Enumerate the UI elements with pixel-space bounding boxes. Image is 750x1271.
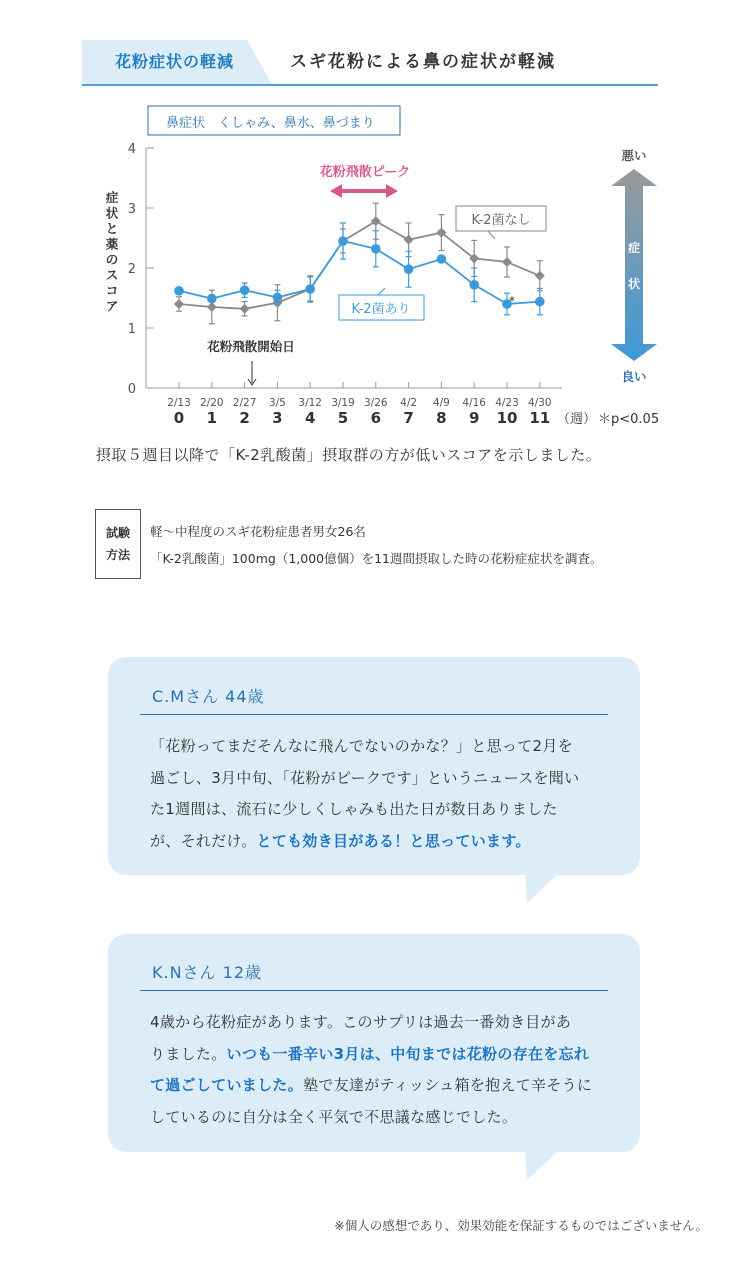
x-tick-date: 4/16 — [462, 397, 486, 409]
data-point — [240, 304, 250, 314]
x-tick-week: 3 — [272, 409, 283, 427]
testimonial-text-2 — [150, 1007, 605, 1133]
y-axis-label-char: 薬 — [105, 236, 119, 252]
data-point — [174, 299, 184, 309]
testimonial-1-line-3: た1週間は、流石に少しくしゃみも出た日が数日ありました — [150, 800, 558, 818]
y-tick-label: 3 — [127, 202, 136, 217]
y-tick-label: 1 — [127, 322, 136, 337]
header-divider — [82, 84, 658, 86]
x-tick-date: 4/30 — [528, 397, 552, 409]
x-tick-date: 4/9 — [432, 397, 450, 409]
x-axis-unit: （週） — [557, 412, 597, 427]
y-tick-label: 0 — [127, 382, 136, 397]
x-tick-week: 6 — [370, 409, 382, 427]
data-point — [338, 236, 348, 246]
x-tick-date: 3/12 — [298, 397, 322, 409]
testimonial-2-line-3 — [150, 1070, 605, 1102]
data-point — [404, 235, 414, 245]
x-tick-date: 2/13 — [167, 397, 191, 409]
data-point — [174, 286, 184, 296]
x-tick-week: 0 — [173, 409, 185, 427]
y-axis-label-char: ス — [105, 267, 119, 283]
arrow-mid-label-1: 症 — [627, 241, 641, 255]
x-tick-date: 3/5 — [268, 397, 286, 409]
testimonial-2-highlight-2: て過ごしていました。 — [150, 1076, 304, 1094]
testimonial-name-2: K.Nさん 12歳 — [152, 963, 262, 982]
y-tick-label: 2 — [127, 262, 136, 277]
data-point — [371, 244, 381, 254]
data-point — [240, 285, 250, 295]
x-tick-week: 2 — [239, 409, 250, 427]
significance-star: * — [509, 294, 515, 308]
chart-title: 鼻症状 くしゃみ、鼻水、鼻づまり — [166, 116, 375, 131]
page-title: スギ花粉による鼻の症状が軽減 — [290, 52, 556, 72]
method-line-2: 「K-2乳酸菌」100mg（1,000億個）を11週間摂取した時の花粉症症状を調査。 — [150, 551, 603, 566]
legend-k2-yes-label: K-2菌あり — [351, 302, 411, 317]
x-tick-date: 3/26 — [364, 397, 388, 409]
data-point — [535, 297, 545, 307]
data-point — [207, 294, 217, 304]
header-tab-label: 花粉症状の軽減 — [114, 52, 234, 71]
disclaimer-footnote: ※個人の感想であり、効果効能を保証するものではございません。 — [334, 1218, 708, 1233]
data-point — [437, 254, 447, 264]
x-tick-date: 4/23 — [495, 397, 519, 409]
testimonial-1-line-4 — [150, 826, 605, 858]
testimonial-1-line-1: 「花粉ってまだそんなに飛んでないのかな？」と思って2月を — [150, 737, 573, 755]
y-tick-label: 4 — [127, 142, 136, 157]
data-point — [371, 216, 381, 226]
testimonial-tail-2 — [525, 1150, 561, 1182]
testimonial-2-line-3-plain: 塾で友達がティッシュ箱を抱えて辛そうに — [303, 1076, 593, 1094]
x-tick-week: 10 — [496, 409, 518, 427]
testimonial-2-line-1: 4歳から花粉症があります。このサプリは過去一番効き目があ — [150, 1013, 572, 1031]
x-tick-date: 4/2 — [400, 397, 418, 409]
legend-k2-none — [456, 206, 546, 239]
start-label: 花粉飛散開始日 — [207, 339, 295, 354]
y-axis-label — [105, 190, 119, 314]
peak-arrow — [330, 184, 398, 198]
data-point — [305, 284, 315, 294]
x-tick-week: 4 — [304, 409, 316, 427]
data-point — [273, 293, 283, 303]
y-axis-label-char: 状 — [105, 205, 119, 221]
testimonial-tail-1 — [525, 873, 561, 905]
x-tick-date: 2/27 — [232, 397, 257, 409]
arrow-mid-label-2: 状 — [627, 277, 641, 291]
x-tick-week: 5 — [337, 409, 349, 427]
y-axis-label-char: 症 — [105, 190, 119, 205]
method-label-box — [95, 509, 141, 579]
testimonial-rule-1 — [140, 714, 608, 715]
x-tick-week: 8 — [436, 409, 447, 427]
data-point — [469, 280, 479, 290]
arrow-top-label: 悪い — [621, 148, 647, 163]
significance-note: ＊p<0.05 — [598, 412, 660, 427]
testimonial-2-line-4: しているのに自分は全く平気で不思議な感じでした。 — [150, 1107, 518, 1126]
method-label-2: 方法 — [105, 548, 130, 562]
data-point — [535, 271, 545, 281]
y-axis-label-char: の — [105, 252, 119, 267]
legend-k2-yes — [339, 288, 424, 320]
score-direction-arrow — [611, 169, 657, 361]
data-point — [207, 302, 217, 312]
y-axis-label-char: コ — [105, 283, 119, 298]
testimonial-name-1: C.Mさん 44歳 — [152, 687, 265, 706]
x-tick-date: 2/20 — [200, 397, 224, 409]
testimonial-1-line-2: 過ごし、3月中旬、「花粉がピークです」というニュースを聞い — [150, 768, 580, 787]
testimonial-text-1 — [150, 731, 605, 857]
method-line-1: 軽〜中程度のスギ花粉症患者男女26名 — [150, 524, 366, 539]
testimonial-2-line-2 — [150, 1039, 605, 1071]
x-tick-week: 11 — [529, 409, 551, 427]
testimonial-1-highlight: とても効き目がある！と思っています。 — [256, 831, 531, 850]
data-point — [502, 257, 512, 267]
legend-k2-none-label: K-2菌なし — [471, 213, 531, 228]
start-arrow — [248, 361, 256, 385]
x-tick-week: 9 — [468, 409, 480, 427]
y-axis-label-char: と — [105, 221, 119, 236]
testimonial-1-line-4-plain: が、それだけ。 — [150, 831, 257, 850]
arrow-bottom-label: 良い — [621, 369, 647, 384]
testimonial-2-highlight-1: いつも一番辛い3月は、中旬までは花粉の存在を忘れ — [226, 1044, 590, 1063]
x-tick-week: 7 — [403, 409, 414, 427]
x-tick-week: 1 — [206, 409, 218, 427]
testimonial-rule-2 — [140, 990, 608, 991]
symptom-score-chart — [0, 96, 750, 436]
data-point — [404, 264, 414, 274]
testimonial-2-line-2-plain: りました。 — [150, 1044, 227, 1063]
peak-label: 花粉飛散ピーク — [319, 165, 411, 180]
y-axis-label-char: ア — [105, 298, 119, 314]
x-tick-date: 3/19 — [331, 397, 355, 409]
method-label-1: 試験 — [105, 526, 130, 540]
chart-summary: 摂取５週目以降で「K-2乳酸菌」摂取群の方が低いスコアを示しました。 — [96, 446, 602, 464]
